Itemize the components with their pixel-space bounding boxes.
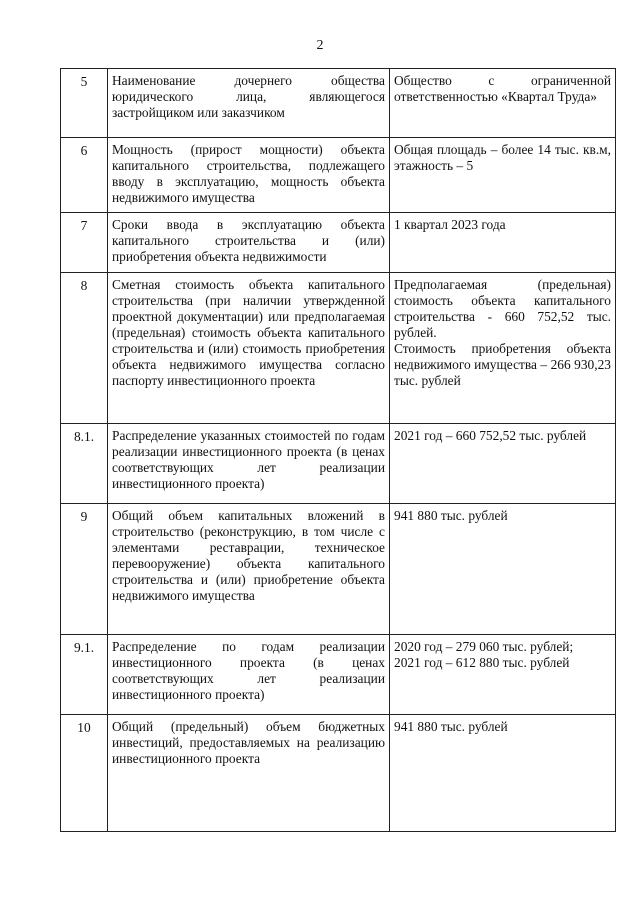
row-value: [390, 715, 616, 832]
row-number: 8.1.: [61, 424, 108, 504]
row-value-line: 2020 год – 279 060 тыс. рублей;: [394, 639, 574, 654]
row-label: Мощность (прирост мощности) объекта капитального строительства, подлежащего вводу в эксплуатацию, мощность объекта недвижимого имущества: [108, 138, 390, 213]
row-value: [390, 273, 616, 424]
row-number: 8: [61, 273, 108, 424]
table-row: [61, 69, 616, 138]
row-value: [390, 424, 616, 504]
row-value: [390, 138, 616, 213]
row-label: Сроки ввода в эксплуатацию объекта капитального строительства и (или) приобретения объекта недвижимости: [108, 213, 390, 273]
investment-project-table: [60, 68, 616, 832]
page-number: 2: [316, 38, 324, 53]
row-value: [390, 504, 616, 635]
row-label: Наименование дочернего общества юридического лица, являющегося застройщиком или заказчиком: [108, 69, 390, 138]
row-number: 5: [61, 69, 108, 138]
row-value-line: Предполагаемая (предельная) стоимость объекта капитального строительства - 660 752,52 тыс. рублей.: [394, 277, 611, 340]
table-row: [61, 715, 616, 832]
row-value-line: Общая площадь – более 14 тыс. кв.м, этажность – 5: [394, 142, 611, 173]
table-row: [61, 424, 616, 504]
row-value-line: 2021 год – 612 880 тыс. рублей: [394, 655, 570, 670]
table-row: [61, 273, 616, 424]
row-value: [390, 213, 616, 273]
row-number: 9.1.: [61, 635, 108, 715]
table-row: [61, 635, 616, 715]
row-value: [390, 635, 616, 715]
row-value-line: Общество с ограниченной ответственностью «Квартал Труда»: [394, 73, 611, 104]
row-value-line: 1 квартал 2023 года: [394, 217, 506, 232]
row-number: 6: [61, 138, 108, 213]
row-label: Сметная стоимость объекта капитального строительства (при наличии утвержденной проектной документации) или предполагаемая (предельная) стоимость объекта капитального строительства и (или) стоимость приобретения объекта недвижимого имущества согласно паспорту инвестиционного проекта: [108, 273, 390, 424]
row-value-line: 941 880 тыс. рублей: [394, 719, 508, 734]
row-label: Распределение по годам реализации инвестиционного проекта (в ценах соответствующих лет реализации инвестиционного проекта): [108, 635, 390, 715]
table-row: [61, 138, 616, 213]
row-value-line: 2021 год – 660 752,52 тыс. рублей: [394, 428, 587, 443]
row-number: 9: [61, 504, 108, 635]
row-label: Общий (предельный) объем бюджетных инвестиций, предоставляемых на реализацию инвестиционного проекта: [108, 715, 390, 832]
row-number: 10: [61, 715, 108, 832]
row-value: [390, 69, 616, 138]
row-label: Распределение указанных стоимостей по годам реализации инвестиционного проекта (в ценах соответствующих лет реализации инвестиционного проекта): [108, 424, 390, 504]
row-number: 7: [61, 213, 108, 273]
table-row: [61, 213, 616, 273]
row-label: Общий объем капитальных вложений в строительство (реконструкцию, в том числе с элементами реставрации, техническое перевооружение) объекта капитального строительства и (или) приобретение объекта недвижимого имущества: [108, 504, 390, 635]
row-value-line: Стоимость приобретения объекта недвижимого имущества – 266 930,23 тыс. рублей: [394, 341, 611, 388]
table-row: [61, 504, 616, 635]
row-value-line: 941 880 тыс. рублей: [394, 508, 508, 523]
